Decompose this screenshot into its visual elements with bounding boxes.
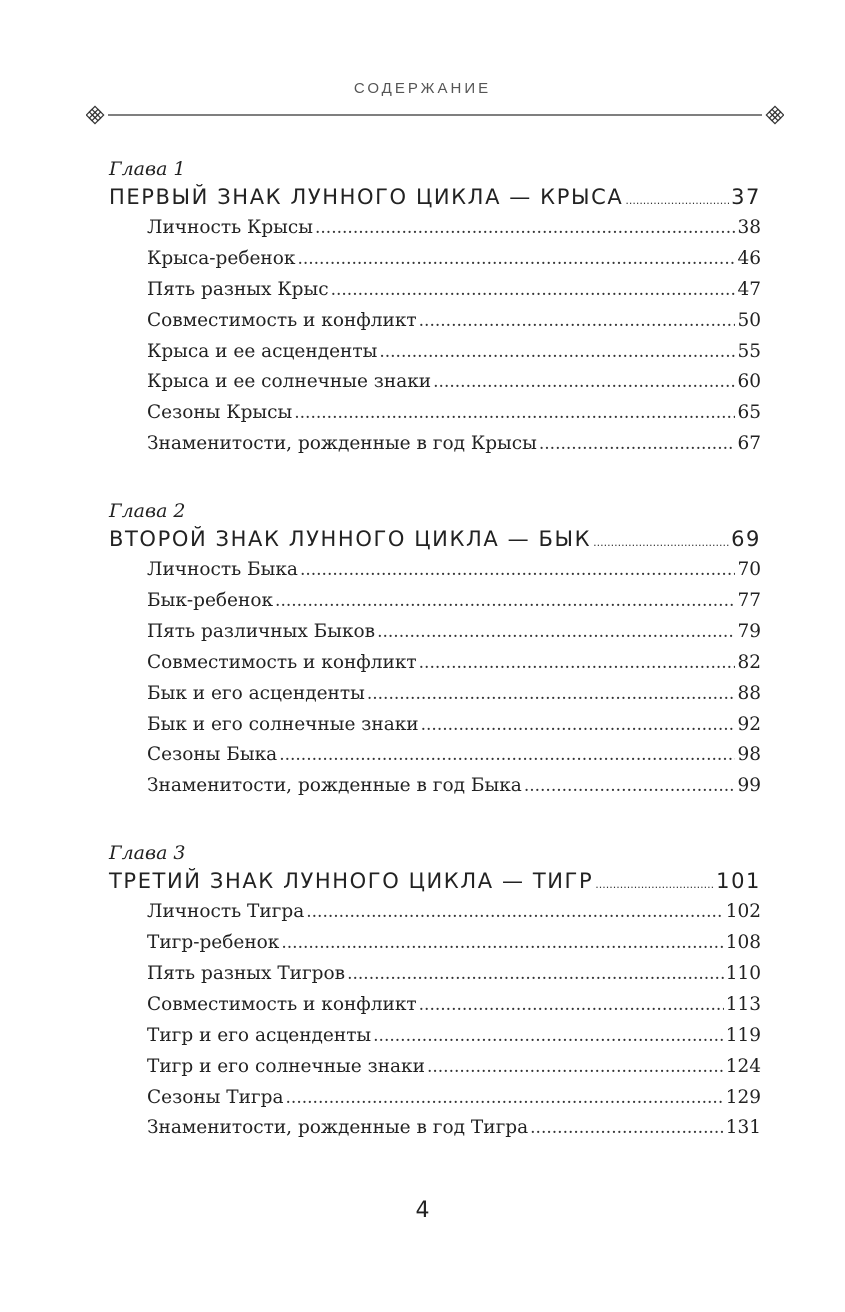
toc-entry[interactable] — [109, 1052, 761, 1083]
leader-dots — [593, 527, 729, 558]
leader-dots — [367, 679, 736, 710]
leader-dots — [315, 213, 735, 244]
leader-dots — [347, 959, 724, 990]
page-number: 50 — [737, 309, 761, 331]
page-number: 113 — [725, 993, 761, 1015]
toc-entry[interactable] — [109, 1021, 761, 1052]
page-number: 65 — [737, 402, 761, 424]
entry-title: Пять разных Тигров — [147, 963, 346, 985]
entry-title: Крыса-ребенок — [147, 247, 296, 269]
toc-entry[interactable] — [109, 771, 761, 802]
chapter-3 — [109, 840, 761, 1144]
chapter-title: ТРЕТИЙ ЗНАК ЛУННОГО ЦИКЛА — ТИГР — [109, 869, 594, 894]
entry-title: Тигр-ребенок — [147, 932, 280, 954]
entry-title: Совместимость и конфликт — [147, 993, 417, 1015]
entry-title: Крыса и ее асценденты — [147, 340, 378, 362]
page-number: 37 — [731, 185, 761, 209]
leader-dots — [530, 1113, 724, 1144]
page-number: 46 — [737, 247, 761, 269]
toc-entry[interactable] — [109, 617, 761, 648]
toc-entry[interactable] — [109, 306, 761, 337]
page-number: 82 — [737, 651, 761, 673]
toc-entry[interactable] — [109, 990, 761, 1021]
page-number: 69 — [731, 527, 761, 552]
toc-entry[interactable] — [109, 928, 761, 959]
entry-title: Знаменитости, рожденные в год Быка — [147, 775, 522, 797]
entry-title: Сезоны Тигра — [147, 1086, 284, 1108]
page-number: 38 — [737, 217, 761, 238]
toc-entry[interactable] — [109, 367, 761, 398]
toc-entry[interactable] — [109, 740, 761, 771]
table-of-contents — [109, 156, 761, 1182]
toc-entry[interactable] — [109, 679, 761, 710]
toc-entry[interactable] — [109, 337, 761, 368]
entry-title: Знаменитости, рожденные в год Крысы — [147, 433, 537, 455]
page-number: 102 — [725, 901, 761, 923]
page-number: 108 — [725, 932, 761, 954]
page-number: 92 — [737, 713, 761, 735]
entry-title: Тигр и его асценденты — [147, 1024, 372, 1046]
chapter-title: ПЕРВЫЙ ЗНАК ЛУННОГО ЦИКЛА — КРЫСА — [109, 185, 624, 209]
chapter-title-entry[interactable] — [109, 866, 761, 897]
right-endless-knot-icon — [766, 106, 783, 123]
toc-entry[interactable] — [109, 398, 761, 429]
entry-title: Бык и его асценденты — [147, 682, 365, 704]
toc-entry[interactable] — [109, 959, 761, 990]
page-number: 60 — [737, 371, 761, 393]
toc-entry[interactable] — [109, 1113, 761, 1144]
leader-dots — [279, 740, 735, 771]
page-number-footer: 4 — [415, 1198, 430, 1223]
chapter-title: ВТОРОЙ ЗНАК ЛУННОГО ЦИКЛА — БЫК — [109, 527, 592, 552]
leader-dots — [306, 897, 723, 928]
leader-dots — [625, 185, 729, 216]
entry-title: Личность Тигра — [147, 901, 305, 923]
entry-title: Совместимость и конфликт — [147, 651, 417, 673]
page-number: 99 — [737, 775, 761, 797]
leader-dots — [275, 586, 735, 617]
toc-entry[interactable] — [109, 555, 761, 586]
leader-dots — [419, 990, 724, 1021]
entry-title: Пять различных Быков — [147, 620, 376, 642]
leader-dots — [419, 648, 736, 679]
entry-title: Сезоны Быка — [147, 744, 278, 766]
leader-dots — [286, 1083, 724, 1114]
entry-title: Бык и его солнечные знаки — [147, 713, 419, 735]
entry-title: Крыса и ее солнечные знаки — [147, 371, 432, 393]
leader-dots — [421, 710, 736, 741]
entry-title: Бык-ребенок — [147, 590, 274, 612]
toc-entry[interactable] — [109, 710, 761, 741]
chapter-1 — [109, 156, 761, 460]
chapter-label: Глава 2 — [109, 500, 186, 523]
leader-dots — [300, 555, 736, 586]
entry-title: Знаменитости, рожденные в год Тигра — [147, 1117, 529, 1139]
leader-dots — [539, 429, 736, 460]
page-number: 131 — [725, 1117, 761, 1139]
chapter-2 — [109, 498, 761, 802]
entry-title: Сезоны Крысы — [147, 402, 293, 424]
toc-entry[interactable] — [109, 213, 761, 244]
left-endless-knot-icon — [86, 106, 103, 123]
leader-dots — [377, 617, 735, 648]
page-number: 70 — [737, 559, 761, 581]
page-number: 124 — [725, 1055, 761, 1077]
entry-title: Тигр и его солнечные знаки — [147, 1055, 425, 1077]
leader-dots — [331, 275, 736, 306]
leader-dots — [294, 398, 735, 429]
page-number: 101 — [716, 869, 761, 894]
page-number: 55 — [737, 340, 761, 362]
toc-entry[interactable] — [109, 429, 761, 460]
leader-dots — [281, 928, 723, 959]
leader-dots — [433, 367, 735, 398]
page-number: 129 — [725, 1086, 761, 1108]
chapter-label: Глава 3 — [109, 842, 186, 865]
toc-entry[interactable] — [109, 1083, 761, 1114]
page-number: 77 — [737, 590, 761, 612]
page-number: 119 — [725, 1024, 761, 1046]
running-head: СОДЕРЖАНИЕ — [353, 80, 492, 97]
leader-dots — [595, 869, 714, 900]
leader-dots — [379, 337, 735, 368]
toc-entry[interactable] — [109, 897, 761, 928]
leader-dots — [524, 771, 736, 802]
chapter-title-entry[interactable] — [109, 182, 761, 213]
entry-title: Совместимость и конфликт — [147, 309, 417, 331]
page-number: 79 — [737, 620, 761, 642]
toc-entry[interactable] — [109, 244, 761, 275]
leader-dots — [419, 306, 736, 337]
page-number: 98 — [737, 744, 761, 766]
entry-title: Личность Крысы — [147, 217, 313, 238]
ornamental-rule — [86, 104, 784, 126]
page-number: 110 — [725, 963, 761, 985]
leader-dots — [373, 1021, 724, 1052]
chapter-title-entry[interactable] — [109, 524, 761, 555]
chapter-label: Глава 1 — [109, 158, 186, 180]
entry-title: Пять разных Крыс — [147, 278, 329, 300]
page-number: 47 — [737, 278, 761, 300]
page-number: 67 — [737, 433, 761, 455]
toc-entry[interactable] — [109, 275, 761, 306]
page-number: 88 — [737, 682, 761, 704]
entry-title: Личность Быка — [147, 559, 298, 581]
leader-dots — [297, 244, 735, 275]
toc-entry[interactable] — [109, 648, 761, 679]
toc-entry[interactable] — [109, 586, 761, 617]
leader-dots — [427, 1052, 724, 1083]
